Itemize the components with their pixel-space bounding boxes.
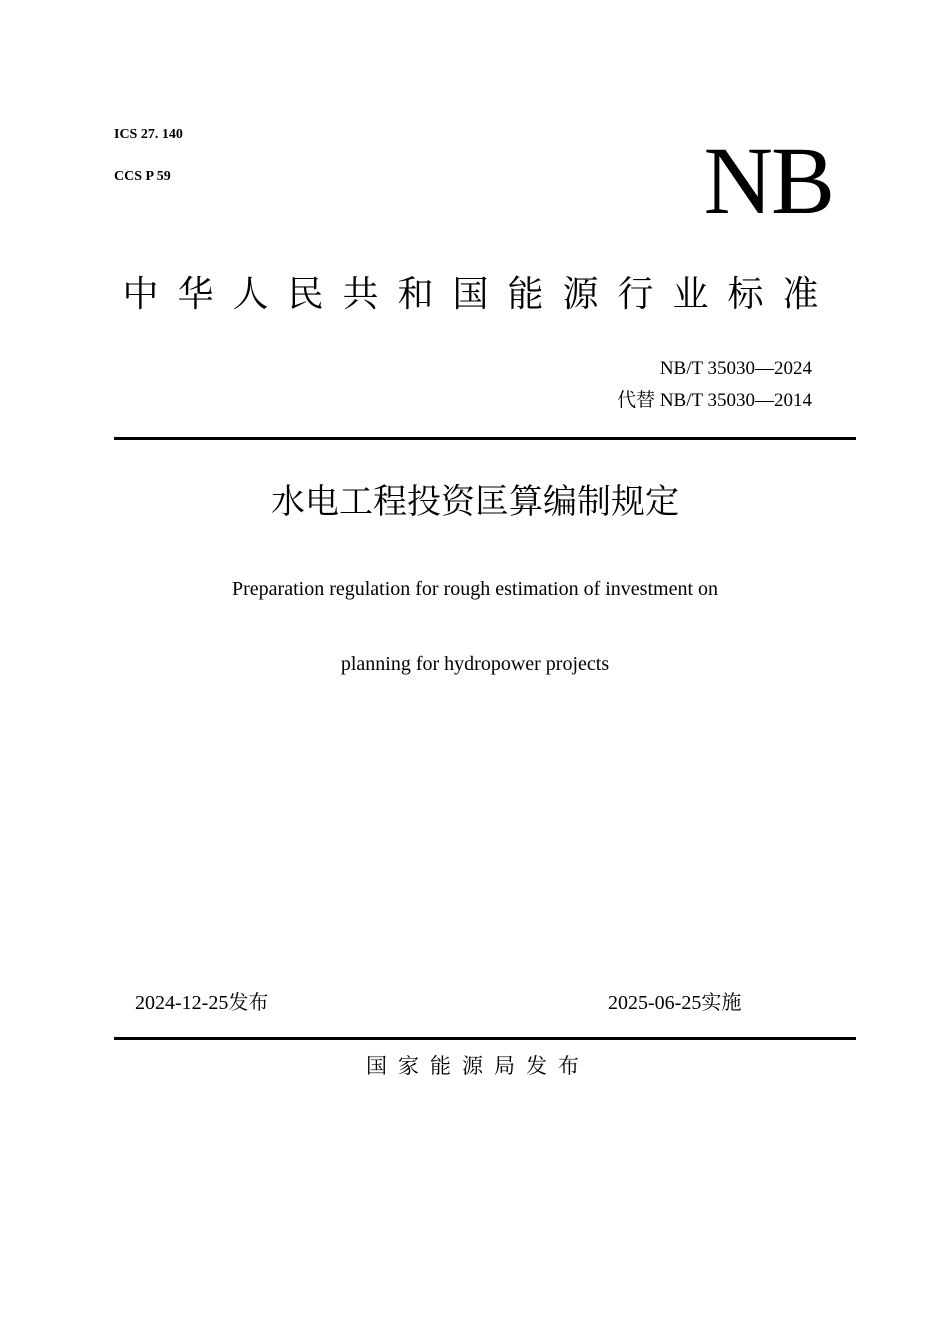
ccs-code: CCS P 59 <box>114 169 171 184</box>
document-title-en-line-2: planning for hydropower projects <box>340 653 610 675</box>
publisher: 国家能源局发布 <box>366 1054 590 1078</box>
replaced-standard-number: 代替 NB/T 35030—2014 <box>617 390 812 411</box>
top-divider <box>114 437 856 440</box>
standard-number: NB/T 35030—2024 <box>659 358 812 379</box>
document-title-cn: 水电工程投资匡算编制规定 <box>271 482 679 522</box>
implementation-date: 2025-06-25实施 <box>608 992 742 1014</box>
issue-date: 2024-12-25发布 <box>135 992 269 1014</box>
document-title-en-line-1: Preparation regulation for rough estimation of investment on <box>232 578 718 600</box>
nb-logo: NB <box>703 127 833 234</box>
ics-code: ICS 27. 140 <box>114 127 183 142</box>
standard-category-title: 中华人民共和国能源行业标准 <box>122 274 838 315</box>
bottom-divider <box>114 1037 856 1040</box>
